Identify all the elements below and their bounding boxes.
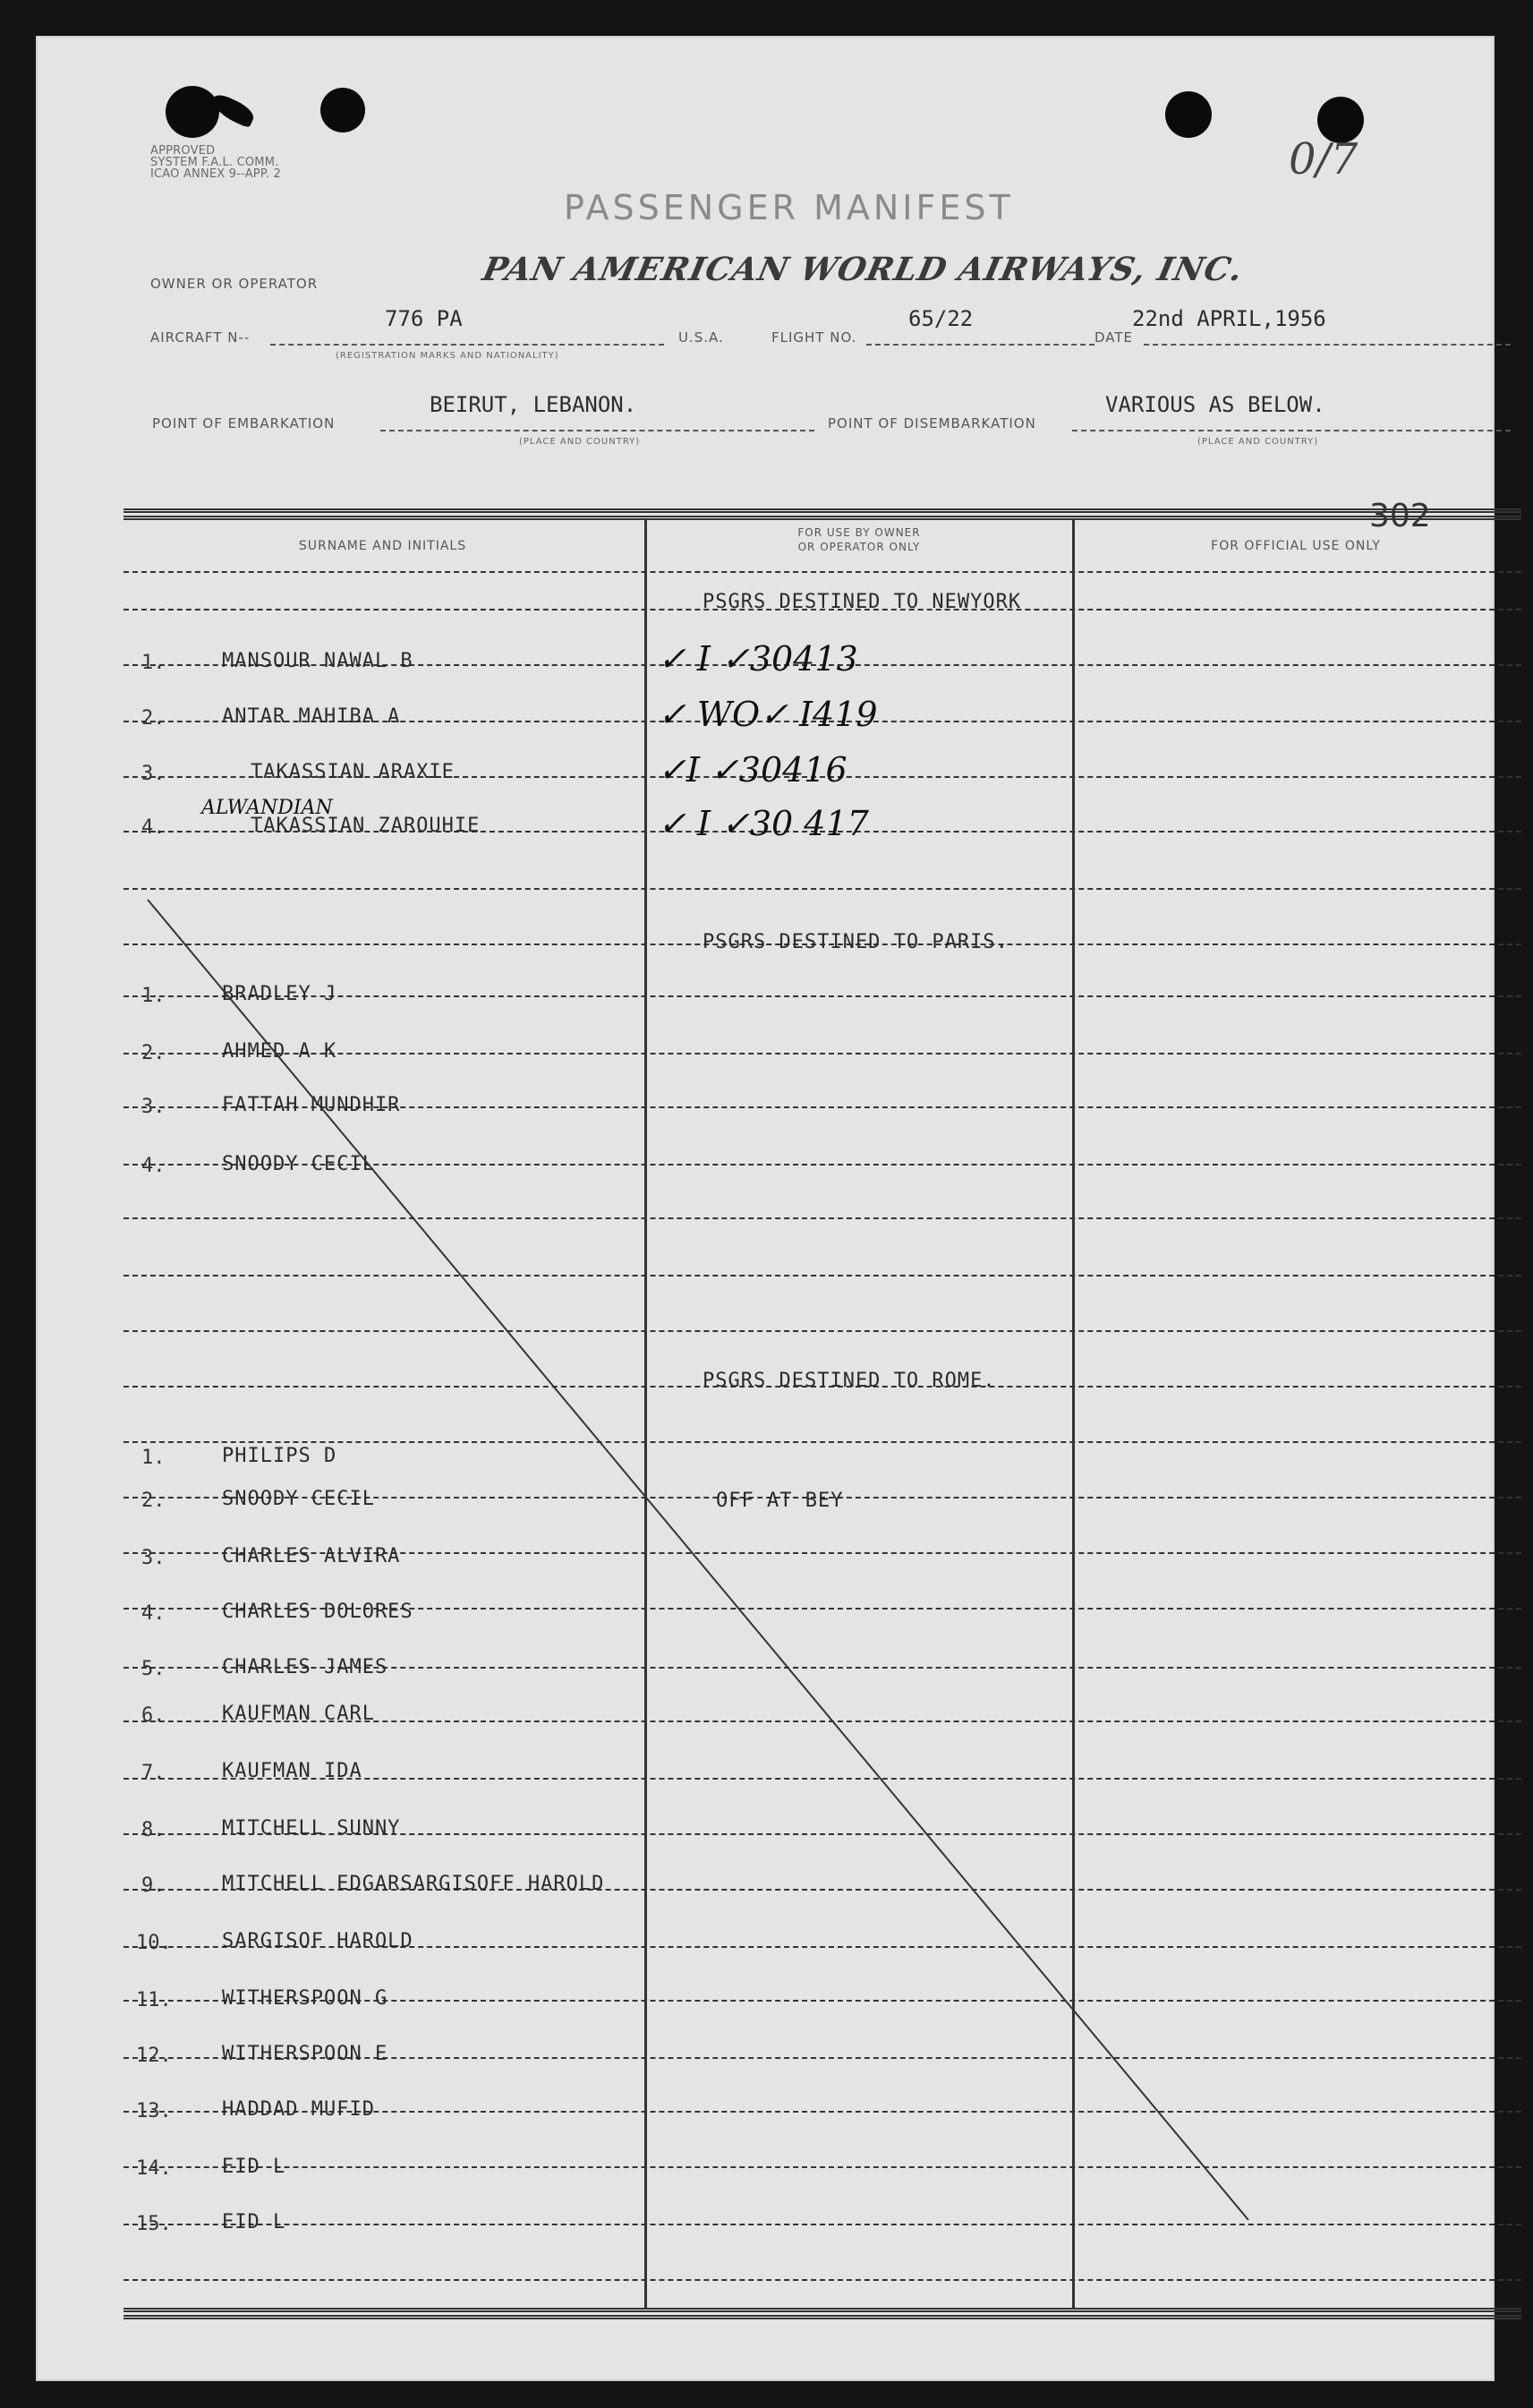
passenger-number: 13. — [136, 2100, 172, 2122]
passenger-number: 3. — [141, 1547, 166, 1569]
passenger-name: SNOODY CECIL — [222, 1153, 375, 1175]
page-number: 302 — [1369, 498, 1431, 534]
column-official-use: FOR OFFICIAL USE ONLY — [1211, 539, 1381, 553]
date-label: DATE — [1094, 329, 1134, 346]
passenger-number: 10. — [136, 1932, 172, 1954]
passenger-number: 2. — [141, 1490, 166, 1512]
passenger-number: 2. — [141, 1042, 166, 1064]
passenger-number: 4. — [141, 816, 166, 839]
off-at-bey-note: OFF AT BEY — [716, 1490, 844, 1512]
usa-label: U.S.A. — [678, 329, 724, 346]
column-owner-use-2: OR OPERATOR ONLY — [797, 541, 921, 553]
passenger-number: 3. — [141, 763, 166, 785]
passenger-name: BRADLEY J — [222, 983, 337, 1005]
airline-name: PAN AMERICAN WORLD AIRWAYS, INC. — [479, 251, 1248, 288]
handwritten-mark: ✓ WO✓ I419 — [658, 695, 878, 734]
column-surname: SURNAME AND INITIALS — [298, 539, 467, 553]
column-owner-use-1: FOR USE BY OWNER — [797, 526, 921, 539]
passenger-name: CHARLES JAMES — [222, 1656, 388, 1678]
passenger-name: FATTAH MUNDHIR — [222, 1094, 401, 1116]
disembarkation-sub: (PLACE AND COUNTRY) — [1197, 437, 1319, 447]
passenger-name: TAKASSIAN ARAXIE — [251, 761, 455, 783]
passenger-number: 6. — [141, 1704, 166, 1727]
passenger-number: 15. — [136, 2213, 172, 2235]
passenger-name: EID L — [222, 2211, 286, 2233]
handwritten-mark: ✓ I ✓30413 — [658, 639, 858, 679]
passenger-number: 8. — [141, 1819, 166, 1841]
passenger-name: PHILIPS D — [222, 1445, 337, 1467]
handwritten-mark: ✓I ✓30416 — [658, 750, 847, 790]
passenger-name: AHMED A K — [222, 1040, 337, 1063]
passenger-name: MITCHELL EDGARSARGISOFF HAROLD — [222, 1873, 605, 1895]
passenger-name: ANTAR MAHIBA A — [222, 705, 401, 728]
passenger-name: HADDAD MUFID — [222, 2098, 375, 2121]
aircraft-label: AIRCRAFT N-- — [150, 329, 251, 346]
disembarkation-label: POINT OF DISEMBARKATION — [828, 415, 1036, 431]
passenger-name: WITHERSPOON E — [222, 2043, 388, 2065]
manifest-page — [36, 36, 1495, 2381]
passenger-name: MANSOUR NAWAL B — [222, 650, 413, 672]
flight-label: FLIGHT NO. — [771, 329, 857, 346]
passenger-number: 1. — [141, 1447, 166, 1469]
passenger-name: TAKASSIAN ZAROUHIE — [251, 815, 481, 837]
passenger-name: SARGISOF HAROLD — [222, 1930, 413, 1952]
passenger-name: MITCHELL SUNNY — [222, 1817, 401, 1840]
passenger-number: 11. — [136, 1989, 172, 2011]
passenger-number: 4. — [141, 1602, 166, 1625]
corner-handwriting: 0/7 — [1289, 134, 1358, 184]
passenger-number: 5. — [141, 1658, 166, 1680]
handwritten-name-note: ALWANDIAN — [201, 797, 333, 819]
date-value: 22nd APRIL,1956 — [1132, 306, 1326, 331]
passenger-number: 7. — [141, 1762, 166, 1784]
passenger-name: EID L — [222, 2156, 286, 2178]
passenger-number: 3. — [141, 1096, 166, 1118]
aircraft-value: 776 PA — [385, 306, 463, 331]
aircraft-sub: (REGISTRATION MARKS AND NATIONALITY) — [336, 351, 559, 361]
embarkation-value: BEIRUT, LEBANON. — [430, 392, 637, 417]
embarkation-label: POINT OF EMBARKATION — [152, 415, 336, 431]
passenger-number: 1. — [141, 652, 166, 674]
passenger-name: KAUFMAN IDA — [222, 1760, 362, 1782]
disembarkation-value: VARIOUS AS BELOW. — [1105, 392, 1325, 417]
cancel-line — [36, 36, 1495, 2381]
group-title-paris: PSGRS DESTINED TO PARIS. — [703, 931, 1009, 953]
group-title-newyork: PSGRS DESTINED TO NEWYORK — [703, 591, 1022, 613]
passenger-name: SNOODY CECIL — [222, 1488, 375, 1510]
group-title-rome: PSGRS DESTINED TO ROME. — [703, 1370, 996, 1392]
handwritten-mark: ✓ I ✓30 417 — [658, 804, 869, 843]
passenger-number: 14. — [136, 2157, 172, 2180]
passenger-name: KAUFMAN CARL — [222, 1703, 375, 1725]
flight-value: 65/22 — [908, 306, 974, 331]
passenger-name: CHARLES ALVIRA — [222, 1545, 401, 1567]
passenger-number: 1. — [141, 985, 166, 1007]
passenger-number: 12. — [136, 2045, 172, 2067]
passenger-number: 9. — [141, 1874, 166, 1897]
embarkation-sub: (PLACE AND COUNTRY) — [519, 437, 641, 447]
passenger-number: 2. — [141, 707, 166, 730]
owner-label: OWNER OR OPERATOR — [150, 276, 319, 292]
approval-note: APPROVED SYSTEM F.A.L. COMM. ICAO ANNEX 9--APP. 2 — [150, 144, 281, 181]
passenger-number: 4. — [141, 1155, 166, 1177]
passenger-name: WITHERSPOON G — [222, 1987, 388, 2010]
form-title: PASSENGER MANIFEST — [564, 188, 1014, 227]
passenger-name: CHARLES DOLORES — [222, 1601, 413, 1623]
